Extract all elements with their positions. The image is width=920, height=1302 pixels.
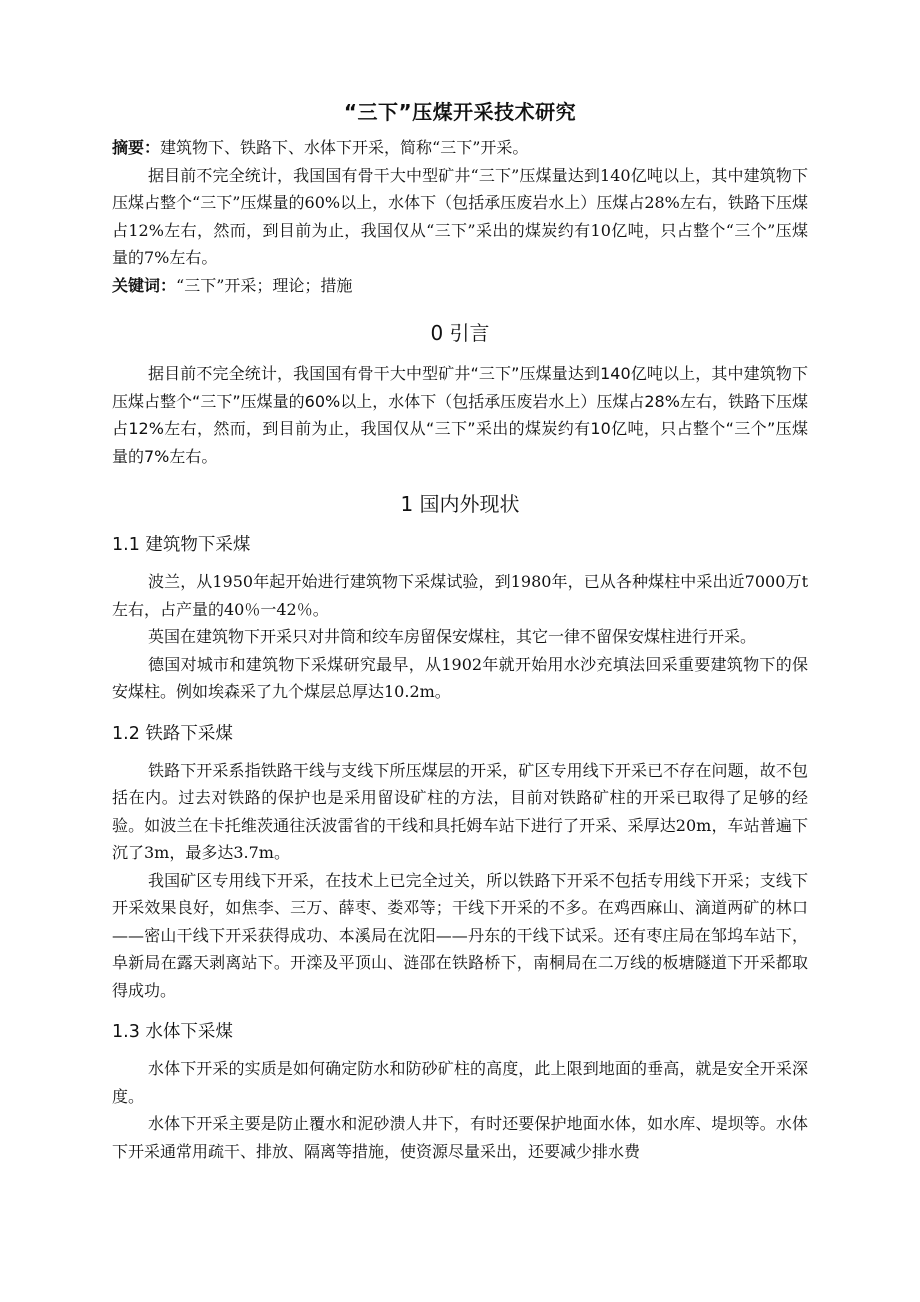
water-paragraph-1: 水体下开采的实质是如何确定防水和防砂矿柱的高度，此上限到地面的垂高，就是安全开采深度。 — [112, 1059, 808, 1106]
buildings-paragraph-2: 英国在建筑物下开采只对井筒和绞车房留保安煤柱，其它一律不留保安煤柱进行开采。 — [148, 627, 757, 646]
buildings-paragraph-1: 波兰，从1950年起开始进行建筑物下采煤试验，到1980年，已从各种煤柱中采出近7000万t左右，占产量的40％一42％。 — [112, 572, 808, 619]
document-title: “三下”压煤开采技术研究 — [343, 100, 577, 124]
keywords-text: “三下”开采；理论；措施 — [176, 275, 353, 295]
abstract-label: 摘要： — [112, 138, 161, 157]
section-heading-introduction: 0 引言 — [430, 321, 490, 345]
buildings-paragraph-3: 德国对城市和建筑物下采煤研究最早，从1902年就开始用水沙充填法回采重要建筑物下的保安煤柱。例如埃森采了九个煤层总厚达10.2m。 — [112, 654, 808, 701]
introduction-paragraph: 据目前不完全统计，我国国有骨干大中型矿井“三下”压煤量达到140亿吨以上，其中建筑物下压煤占整个“三下”压煤量的60%以上，水体下（包括承压废岩水上）压煤占28%左右，铁路下压煤占12%左右，然而，到目前为止，我国仅从“三下”采出的煤炭约有10亿吨，只占整个“三个”压煤量的7%左右。 — [112, 364, 808, 466]
subsection-heading-railway: 1.2 铁路下采煤 — [112, 723, 233, 744]
subsection-heading-buildings: 1.1 建筑物下采煤 — [112, 535, 251, 555]
document-page — [112, 96, 808, 1165]
water-paragraph-2: 水体下开采主要是防止覆水和泥砂溃人井下，有时还要保护地面水体，如水库、堤坝等。水体下开采通常用疏干、排放、隔离等措施，使资源尽量采出，还要减少排水费 — [112, 1114, 808, 1161]
subsection-heading-water: 1.3 水体下采煤 — [112, 1022, 233, 1042]
railway-paragraph-1: 铁路下开采系指铁路干线与支线下所压煤层的开采，矿区专用线下开采已不存在问题，故不包括在内。过去对铁路的保护也是采用留设矿柱的方法，目前对铁路矿柱的开采已取得了足够的经验。如波兰在卡托维茨通往沃波雷省的干线和具托姆车站下进行了开采、采厚达20m，车站普遍下沉了3m，最多达3.7m。 — [112, 760, 808, 862]
keywords-label: 关键词： — [112, 275, 177, 295]
section-heading-status: 1 国内外现状 — [400, 492, 520, 516]
abstract-text: 建筑物下、铁路下、水体下开采，简称“三下”开采。 — [160, 138, 529, 157]
keywords-line — [112, 272, 808, 300]
abstract-line — [112, 134, 808, 162]
abstract-paragraph: 据目前不完全统计，我国国有骨干大中型矿井“三下”压煤量达到140亿吨以上，其中建筑物下压煤占整个“三下”压煤量的60%以上，水体下（包括承压废岩水上）压煤占28%左右，铁路下压煤占12%左右，然而，到目前为止，我国仅从“三下”采出的煤炭约有10亿吨，只占整个“三个”压煤量的7%左右。 — [112, 165, 808, 267]
railway-paragraph-2: 我国矿区专用线下开采，在技术上已完全过关，所以铁路下开采不包括专用线下开采；支线下开采效果良好，如焦李、三万、薛枣、娄邓等；干线下开采的不多。在鸡西麻山、滴道两矿的林口——密山干线下开采获得成功、本溪局在沈阳——丹东的干线下试采。还有枣庄局在邹坞车站下，阜新局在露天剥离站下。开滦及平顶山、涟邵在铁路桥下，南桐局在二万线的板塘隧道下开采都取得成功。 — [112, 870, 808, 1000]
